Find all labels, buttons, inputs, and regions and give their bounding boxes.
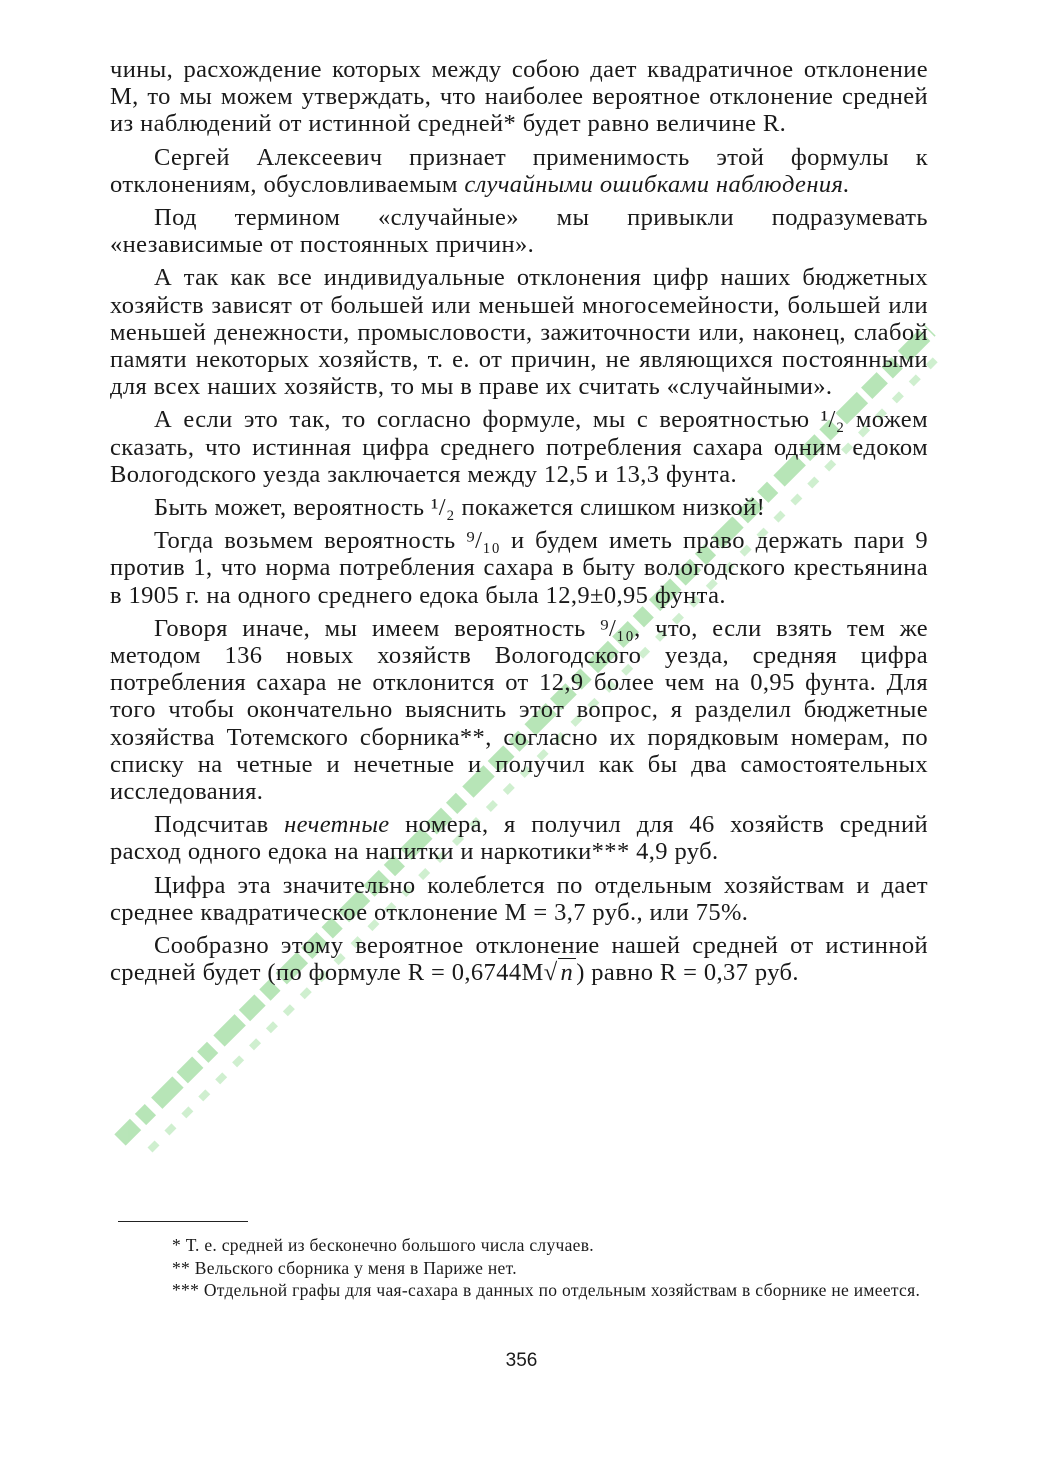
sqrt-operand: n xyxy=(558,958,577,986)
paragraph-text: ) равно R = 0,37 руб. xyxy=(576,959,799,987)
paragraph: А так как все индивидуальные отклонения цифр наших бюджетных хозяйств зависят от большей или меньшей многосемейности, большей или меньшей денежности, промысловости, зажиточности или, наконец, слабой памяти некоторых хозяйств, т. е. от причин, не являющихся постоянными для всех наших хозяйств, то мы в праве их считать «случайными». xyxy=(110,264,928,401)
footnotes xyxy=(110,1234,932,1302)
paragraph-text: Подсчитав xyxy=(154,811,269,839)
paragraph xyxy=(110,932,928,986)
footnote: *** Отдельной графы для чая-сахара в данных по отдельным хозяйствам в сборнике не имеется. xyxy=(172,1280,921,1300)
page-number: 356 xyxy=(505,1350,538,1371)
paragraph xyxy=(110,811,928,865)
italic-phrase: случайными ошибками наблюдения. xyxy=(464,170,850,198)
footnote-divider xyxy=(118,1221,248,1222)
paragraph: Цифра эта значительно колеблется по отдельным хозяйствам и дает среднее квадратическое отклонение М = 3,7 руб., или 75%. xyxy=(110,871,928,926)
paragraph: Быть может, вероятность ¹/₂ покажется слишком низкой! xyxy=(154,494,766,522)
paragraph: Тогда возьмем вероятность ⁹/₁₀ и будем иметь право держать пари 9 против 1, что норма потребления сахара в быту вологодского крестьянина в 1905 г. на одного среднего едока была 12,9±0,95 фунта. xyxy=(110,527,928,609)
paragraph: Говоря иначе, мы имеем вероятность ⁹/₁₀, что, если взять тем же методом 136 новых хозяйств Вологодского уезда, средняя цифра потребления сахара не отклонится от 12,9 более чем на 0,95 фунта. Для того чтобы окончательно выяснить этот вопрос, я разделил бюджетные хозяйства Тотемского сборника**, согласно их порядковым номерам, по списку на четные и нечетные и получил как бы два самостоятельных исследования. xyxy=(110,614,928,806)
document-body xyxy=(110,56,928,993)
footnote: * Т. е. средней из бесконечно большого числа случаев. xyxy=(172,1235,594,1255)
italic-phrase: нечетные xyxy=(284,811,390,839)
paragraph: чины, расхождение которых между собою дает квадратичное отклонение М, то мы можем утверждать, что наиболее вероятное отклонение средней из наблюдений от истинной средней* будет равно величине R. xyxy=(110,56,928,138)
paragraph-text: Сообразно этому вероятное отклонение нашей средней от истинной средней будет (по формуле R = 0,6744M√ xyxy=(110,932,928,987)
paragraph-text: Сергей Алексеевич признает применимость этой формулы к отклонениям, обусловливаемым xyxy=(110,143,928,198)
paragraph: А если это так, то согласно формуле, мы с вероятностью ¹/₂ можем сказать, что истинная цифра среднего потребления сахара одним едоком Вологодского уезда заключается между 12,5 и 13,3 фунта. xyxy=(110,406,928,488)
paragraph: Под термином «случайные» мы привыкли подразумевать «независимые от постоянных причин». xyxy=(110,204,928,259)
footnote: ** Вельского сборника у меня в Париже нет. xyxy=(172,1257,517,1278)
paragraph-text: номера, я получил для 46 хозяйств средний расход одного едока на напитки и наркотики*** 4,9 руб. xyxy=(110,811,929,866)
paragraph xyxy=(110,144,928,198)
